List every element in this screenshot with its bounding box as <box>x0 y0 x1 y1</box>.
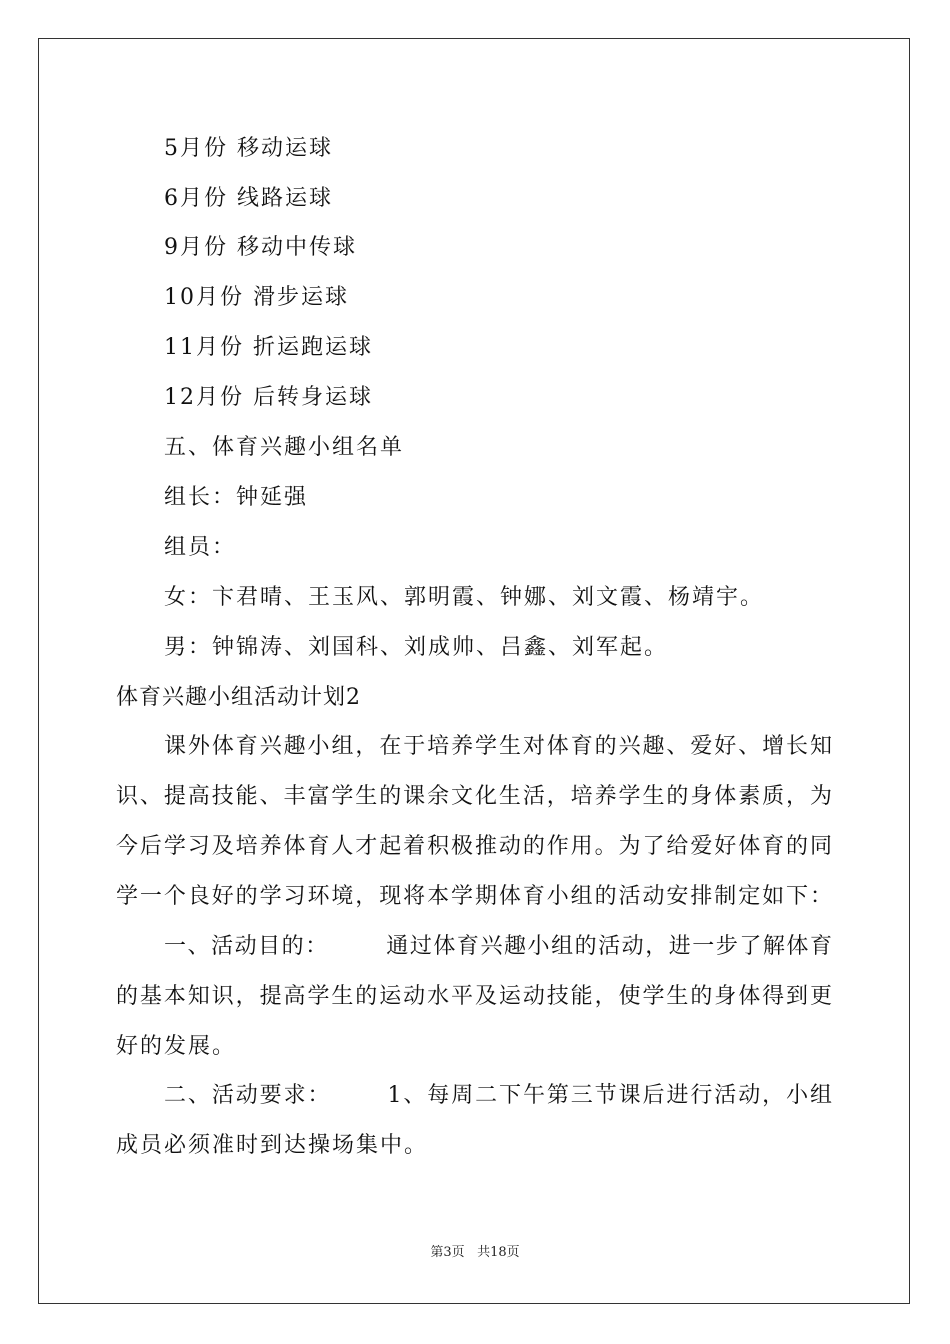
schedule-month: 12月份 <box>164 385 244 410</box>
schedule-item <box>164 184 333 214</box>
female-members: 女：卞君晴、王玉风、郭明霞、钟娜、刘文霞、杨靖宇。 <box>164 585 765 610</box>
schedule-activity: 移动中传球 <box>237 235 358 260</box>
schedule-activity: 线路运球 <box>237 186 334 211</box>
schedule-item <box>164 134 333 164</box>
page-border <box>38 38 910 1304</box>
schedule-month: 9月份 <box>164 235 228 260</box>
requirements-text: 1、每周二下午第三节课后进行活动，小组 <box>387 1083 832 1108</box>
paragraph-line: 课外体育兴趣小组，在于培养学生对体育的兴趣、爱好、增长知 <box>164 734 832 759</box>
schedule-activity: 折运跑运球 <box>253 335 374 360</box>
document-title: 体育兴趣小组活动计划2 <box>116 685 361 710</box>
schedule-item <box>164 283 349 313</box>
schedule-activity: 后转身运球 <box>253 385 374 410</box>
schedule-item <box>164 383 373 413</box>
group-leader: 组长：钟延强 <box>164 485 309 510</box>
members-label: 组员： <box>164 535 237 560</box>
purpose-label: 一、活动目的： <box>164 934 329 959</box>
schedule-month: 10月份 <box>164 285 244 310</box>
schedule-month: 5月份 <box>164 136 228 161</box>
paragraph-line: 成员必须准时到达操场集中。 <box>116 1133 429 1158</box>
schedule-month: 6月份 <box>164 186 228 211</box>
section-heading: 五、体育兴趣小组名单 <box>164 435 405 460</box>
purpose-text: 通过体育兴趣小组的活动，进一步了解体育 <box>384 934 832 959</box>
schedule-item <box>164 233 357 263</box>
schedule-month: 11月份 <box>164 335 244 360</box>
schedule-activity: 移动运球 <box>237 136 334 161</box>
paragraph-line: 好的发展。 <box>116 1034 237 1059</box>
page-total: 共18页 <box>477 1245 520 1260</box>
page-footer <box>0 1244 950 1262</box>
schedule-item <box>164 333 373 363</box>
paragraph-line: 学一个良好的学习环境，现将本学期体育小组的活动安排制定如下： <box>116 884 832 909</box>
paragraph-line: 识、提高技能、丰富学生的课余文化生活，培养学生的身体素质，为 <box>116 784 832 809</box>
male-members: 男：钟锦涛、刘国科、刘成帅、吕鑫、刘军起。 <box>164 635 669 660</box>
paragraph-line: 的基本知识，提高学生的运动水平及运动技能，使学生的身体得到更 <box>116 984 832 1009</box>
paragraph-line: 今后学习及培养体育人才起着积极推动的作用。为了给爱好体育的同 <box>116 834 832 859</box>
schedule-activity: 滑步运球 <box>253 285 350 310</box>
purpose-line <box>164 932 832 962</box>
page-number: 第3页 <box>430 1245 465 1260</box>
requirements-line <box>164 1081 832 1111</box>
requirements-label: 二、活动要求： <box>164 1083 332 1108</box>
